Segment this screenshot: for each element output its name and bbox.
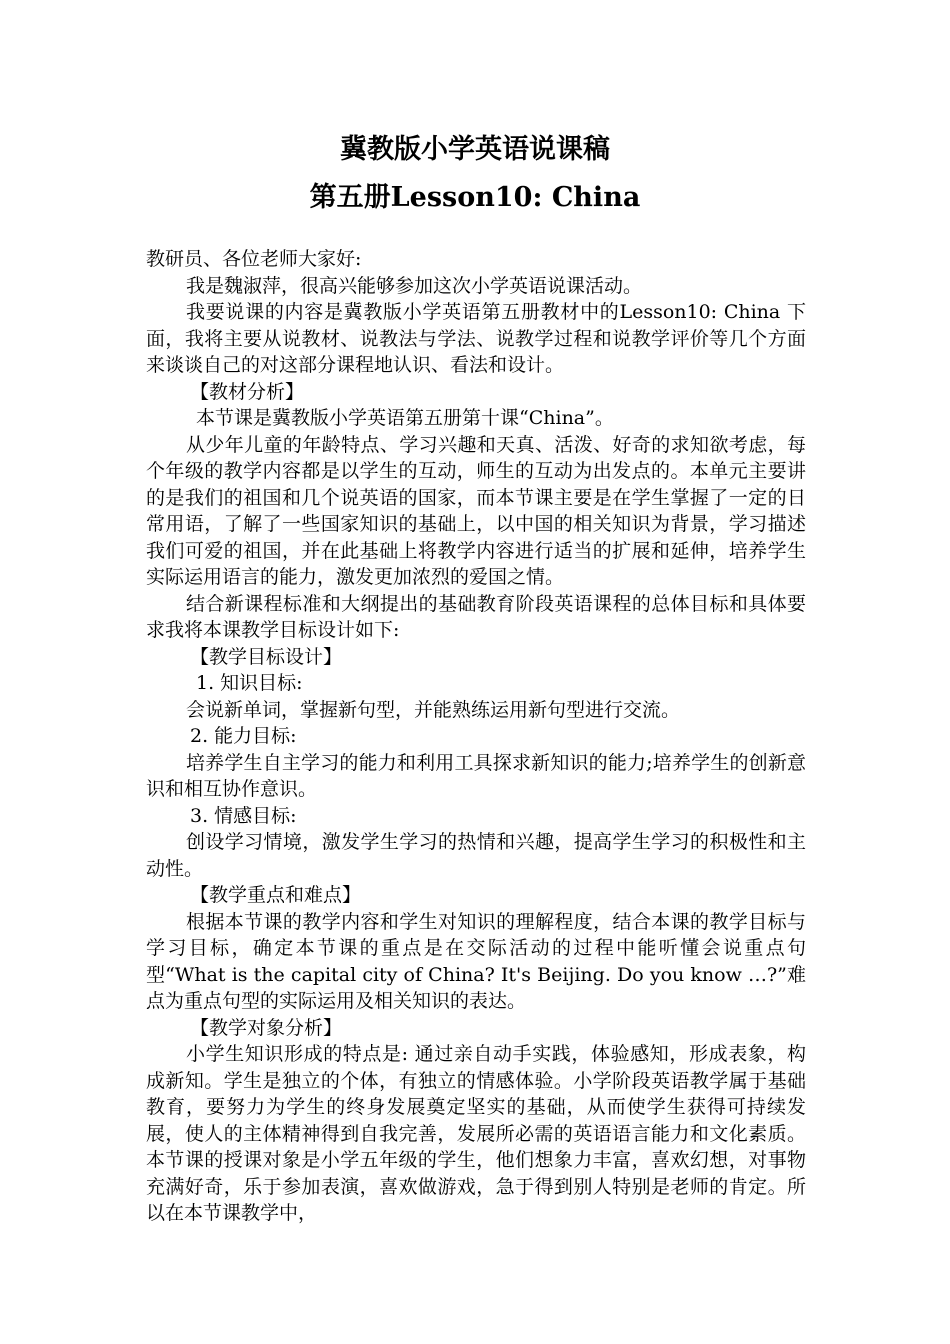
paragraph-students: 小学生知识形成的特点是: 通过亲自动手实践，体验感知，形成表象，构成新知。学生是独立的个体，有独立的情感体验。小学阶段英语教学属于基础教育，要努力为学生的终身发展奠定坚实的基础，从而使学生获得可持续发展，使人的主体精神得到自我完善，发展所必需的英语语言能力和文化素质。本节课的授课对象是小学五年级的学生，他们想象力丰富，喜欢幻想，对事物充满好奇，乐于参加表演，喜欢做游戏，急于得到别人特别是老师的肯定。所以在本节课教学中， <box>146 1043 806 1224</box>
document-title: 冀教版小学英语说课稿 <box>340 134 610 165</box>
section-heading-students: 【教学对象分析】 <box>190 1016 343 1039</box>
section-heading-textbook-analysis: 【教材分析】 <box>190 380 305 403</box>
document-body <box>146 246 806 1227</box>
paragraph-goals-intro: 结合新课程标准和大纲提出的基础教育阶段英语课程的总体目标和具体要求我将本课教学目标设计如下: <box>146 592 806 641</box>
goal-emotion-text: 创设学习情境，激发学生学习的热情和兴趣，提高学生学习的积极性和主动性。 <box>146 831 806 880</box>
paragraph-topic: 我要说课的内容是冀教版小学英语第五册教材中的Lesson10: China 下面，我将主要从说教材、说教法与学法、说教学过程和说教学评价等几个方面来谈谈自己的对这部分课程地认识、看法和设计。 <box>146 301 806 376</box>
greeting: 教研员、各位老师大家好: <box>146 248 362 270</box>
paragraph-intro: 我是魏淑萍，很高兴能够参加这次小学英语说课活动。 <box>186 274 643 297</box>
goal-ability-text: 培养学生自主学习的能力和利用工具探求新知识的能力;培养学生的创新意识和相互协作意识。 <box>146 751 806 800</box>
paragraph-analysis: 从少年儿童的年龄特点、学习兴趣和天真、活泼、好奇的求知欲考虑，每个年级的教学内容都是以学生的互动，师生的互动为出发点的。本单元主要讲的是我们的祖国和几个说英语的国家，而本节课主要是在学生掌握了一定的日常用语，了解了一些国家知识的基础上，以中国的相关知识为背景，学习描述我们可爱的祖国，并在此基础上将教学内容进行适当的扩展和延伸，培养学生实际运用语言的能力，激发更加浓烈的爱国之情。 <box>146 433 806 588</box>
section-heading-key-points: 【教学重点和难点】 <box>190 884 362 906</box>
section-heading-goal-design: 【教学目标设计】 <box>190 645 343 668</box>
document-subtitle: 第五册Lesson10: China <box>309 182 641 213</box>
paragraph-key-points: 根据本节课的教学内容和学生对知识的理解程度，结合本课的教学目标与学习目标，确定本节课的重点是在交际活动的过程中能听懂会说重点句型“What is the capital city of China? It's Beijing. Do you know …?”难点为重点句型的实际运用及相关知识的表达。 <box>146 910 806 1012</box>
goal-knowledge-label: 1. 知识目标: <box>196 672 303 694</box>
goal-emotion-label: 3. 情感目标: <box>190 804 297 827</box>
goal-knowledge-text: 会说新单词，掌握新句型，并能熟练运用新句型进行交流。 <box>186 698 681 721</box>
goal-ability-label: 2. 能力目标: <box>190 725 297 747</box>
paragraph-lesson: 本节课是冀教版小学英语第五册第十课“China”。 <box>196 407 614 429</box>
